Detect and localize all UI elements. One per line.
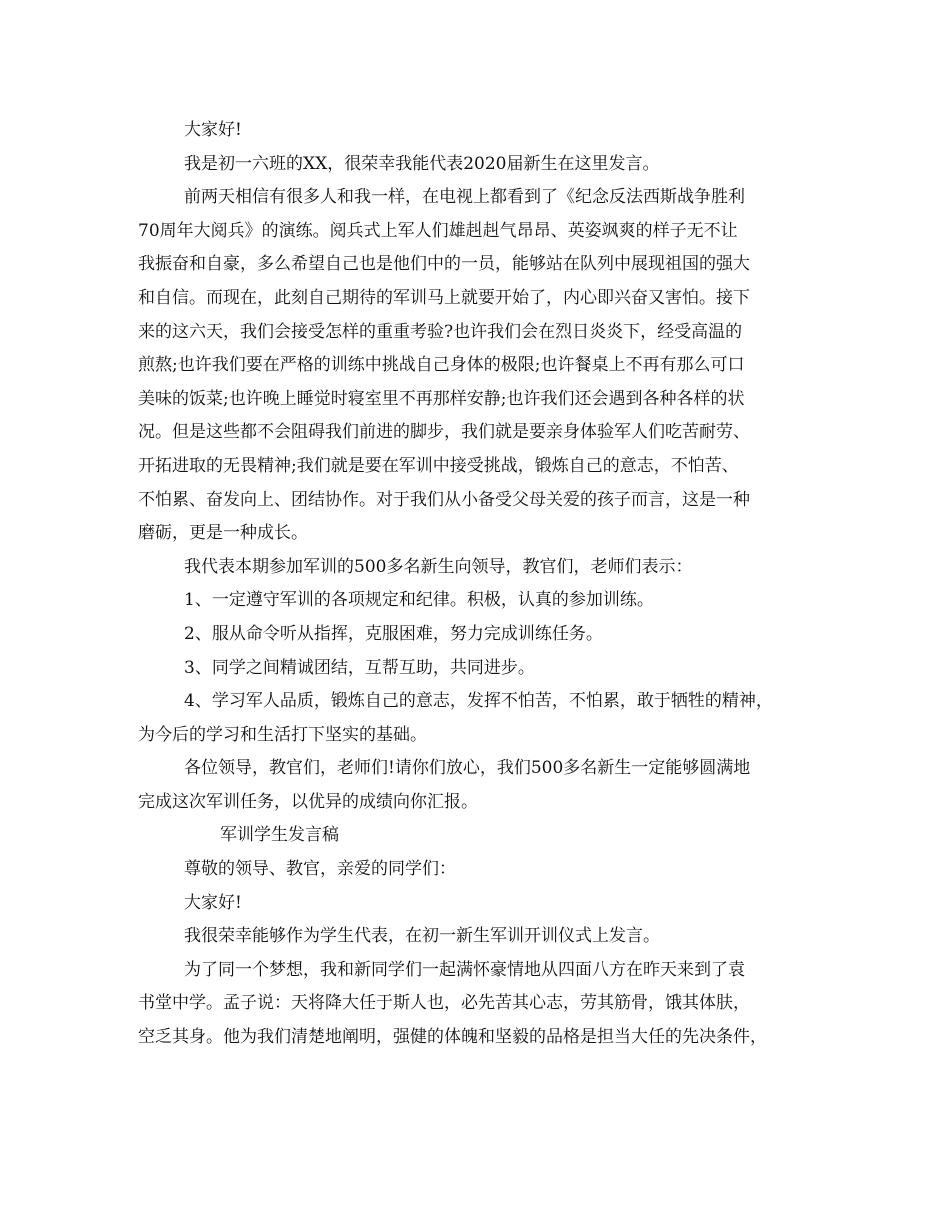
text-line: 磨砺，更是一种成长。 <box>138 523 308 544</box>
text-line: 为了同一个梦想，我和新同学们一起满怀豪情地从四面八方在昨天来到了袁 <box>184 959 745 980</box>
text-line: 我很荣幸能够作为学生代表，在初一新生军训开训仪式上发言。 <box>184 926 660 947</box>
text-line: 尊敬的领导、教官，亲爱的同学们： <box>184 859 456 880</box>
text-line: 书堂中学。孟子说：天将降大任于斯人也，必先苦其心志，劳其筋骨，饿其体肤， <box>138 993 750 1014</box>
text-line: 大家好! <box>184 892 242 913</box>
text-line: 我代表本期参加军训的500多名新生向领导，教官们，老师们表示： <box>184 556 693 577</box>
text-line: 不怕累、奋发向上、团结协作。对于我们从小备受父母关爱的孩子而言，这是一种 <box>138 489 750 510</box>
text-line: 开拓进取的无畏精神;我们就是要在军训中接受挑战，锻炼自己的意志，不怕苦、 <box>138 455 739 476</box>
text-line: 来的这六天，我们会接受怎样的重重考验?也许我们会在烈日炎炎下，经受高温的 <box>138 321 743 342</box>
text-line: 2、服从命令听从指挥，克服困难，努力完成训练任务。 <box>184 623 603 644</box>
text-line: 和自信。而现在，此刻自己期待的军训马上就要开始了，内心即兴奋又害怕。接下 <box>138 287 750 308</box>
text-line: 1、一定遵守军训的各项规定和纪律。积极，认真的参加训练。 <box>184 590 654 611</box>
text-line: 我是初一六班的XX，很荣幸我能代表2020届新生在这里发言。 <box>184 153 660 174</box>
text-line: 各位领导，教官们，老师们!请你们放心，我们500多名新生一定能够圆满地 <box>184 758 751 779</box>
text-line: 大家好! <box>184 120 242 140</box>
text-line: 4、学习军人品质，锻炼自己的意志，发挥不怕苦，不怕累，敢于牺牲的精神， <box>184 691 773 712</box>
text-line: 美味的饭菜;也许晚上睡觉时寝室里不再那样安静;也许我们还会遇到各种各样的状 <box>138 388 745 409</box>
text-line: 为今后的学习和生活打下坚实的基础。 <box>138 724 427 745</box>
text-line: 煎熬;也许我们要在严格的训练中挑战自己身体的极限;也许餐桌上不再有那么可口 <box>138 355 745 376</box>
text-line: 70周年大阅兵》的演练。阅兵式上军人们雄赳赳气昂昂、英姿飒爽的样子无不让 <box>138 220 738 241</box>
document-body <box>138 114 828 1055</box>
text-line: 3、同学之间精诚团结，互帮互助，共同进步。 <box>184 657 535 678</box>
text-line: 前两天相信有很多人和我一样，在电视上都看到了《纪念反法西斯战争胜利 <box>184 187 745 208</box>
section-title: 军训学生发言稿 <box>220 825 339 846</box>
text-line: 空乏其身。他为我们清楚地阐明，强健的体魄和坚毅的品格是担当大任的先决条件， <box>138 1027 767 1048</box>
text-line: 完成这次军训任务，以优异的成绩向你汇报。 <box>138 791 478 812</box>
text-line: 我振奋和自豪，多么希望自己也是他们中的一员，能够站在队列中展现祖国的强大 <box>138 254 750 275</box>
text-line: 况。但是这些都不会阻碍我们前进的脚步，我们就是要亲身体验军人们吃苦耐劳、 <box>138 422 750 443</box>
